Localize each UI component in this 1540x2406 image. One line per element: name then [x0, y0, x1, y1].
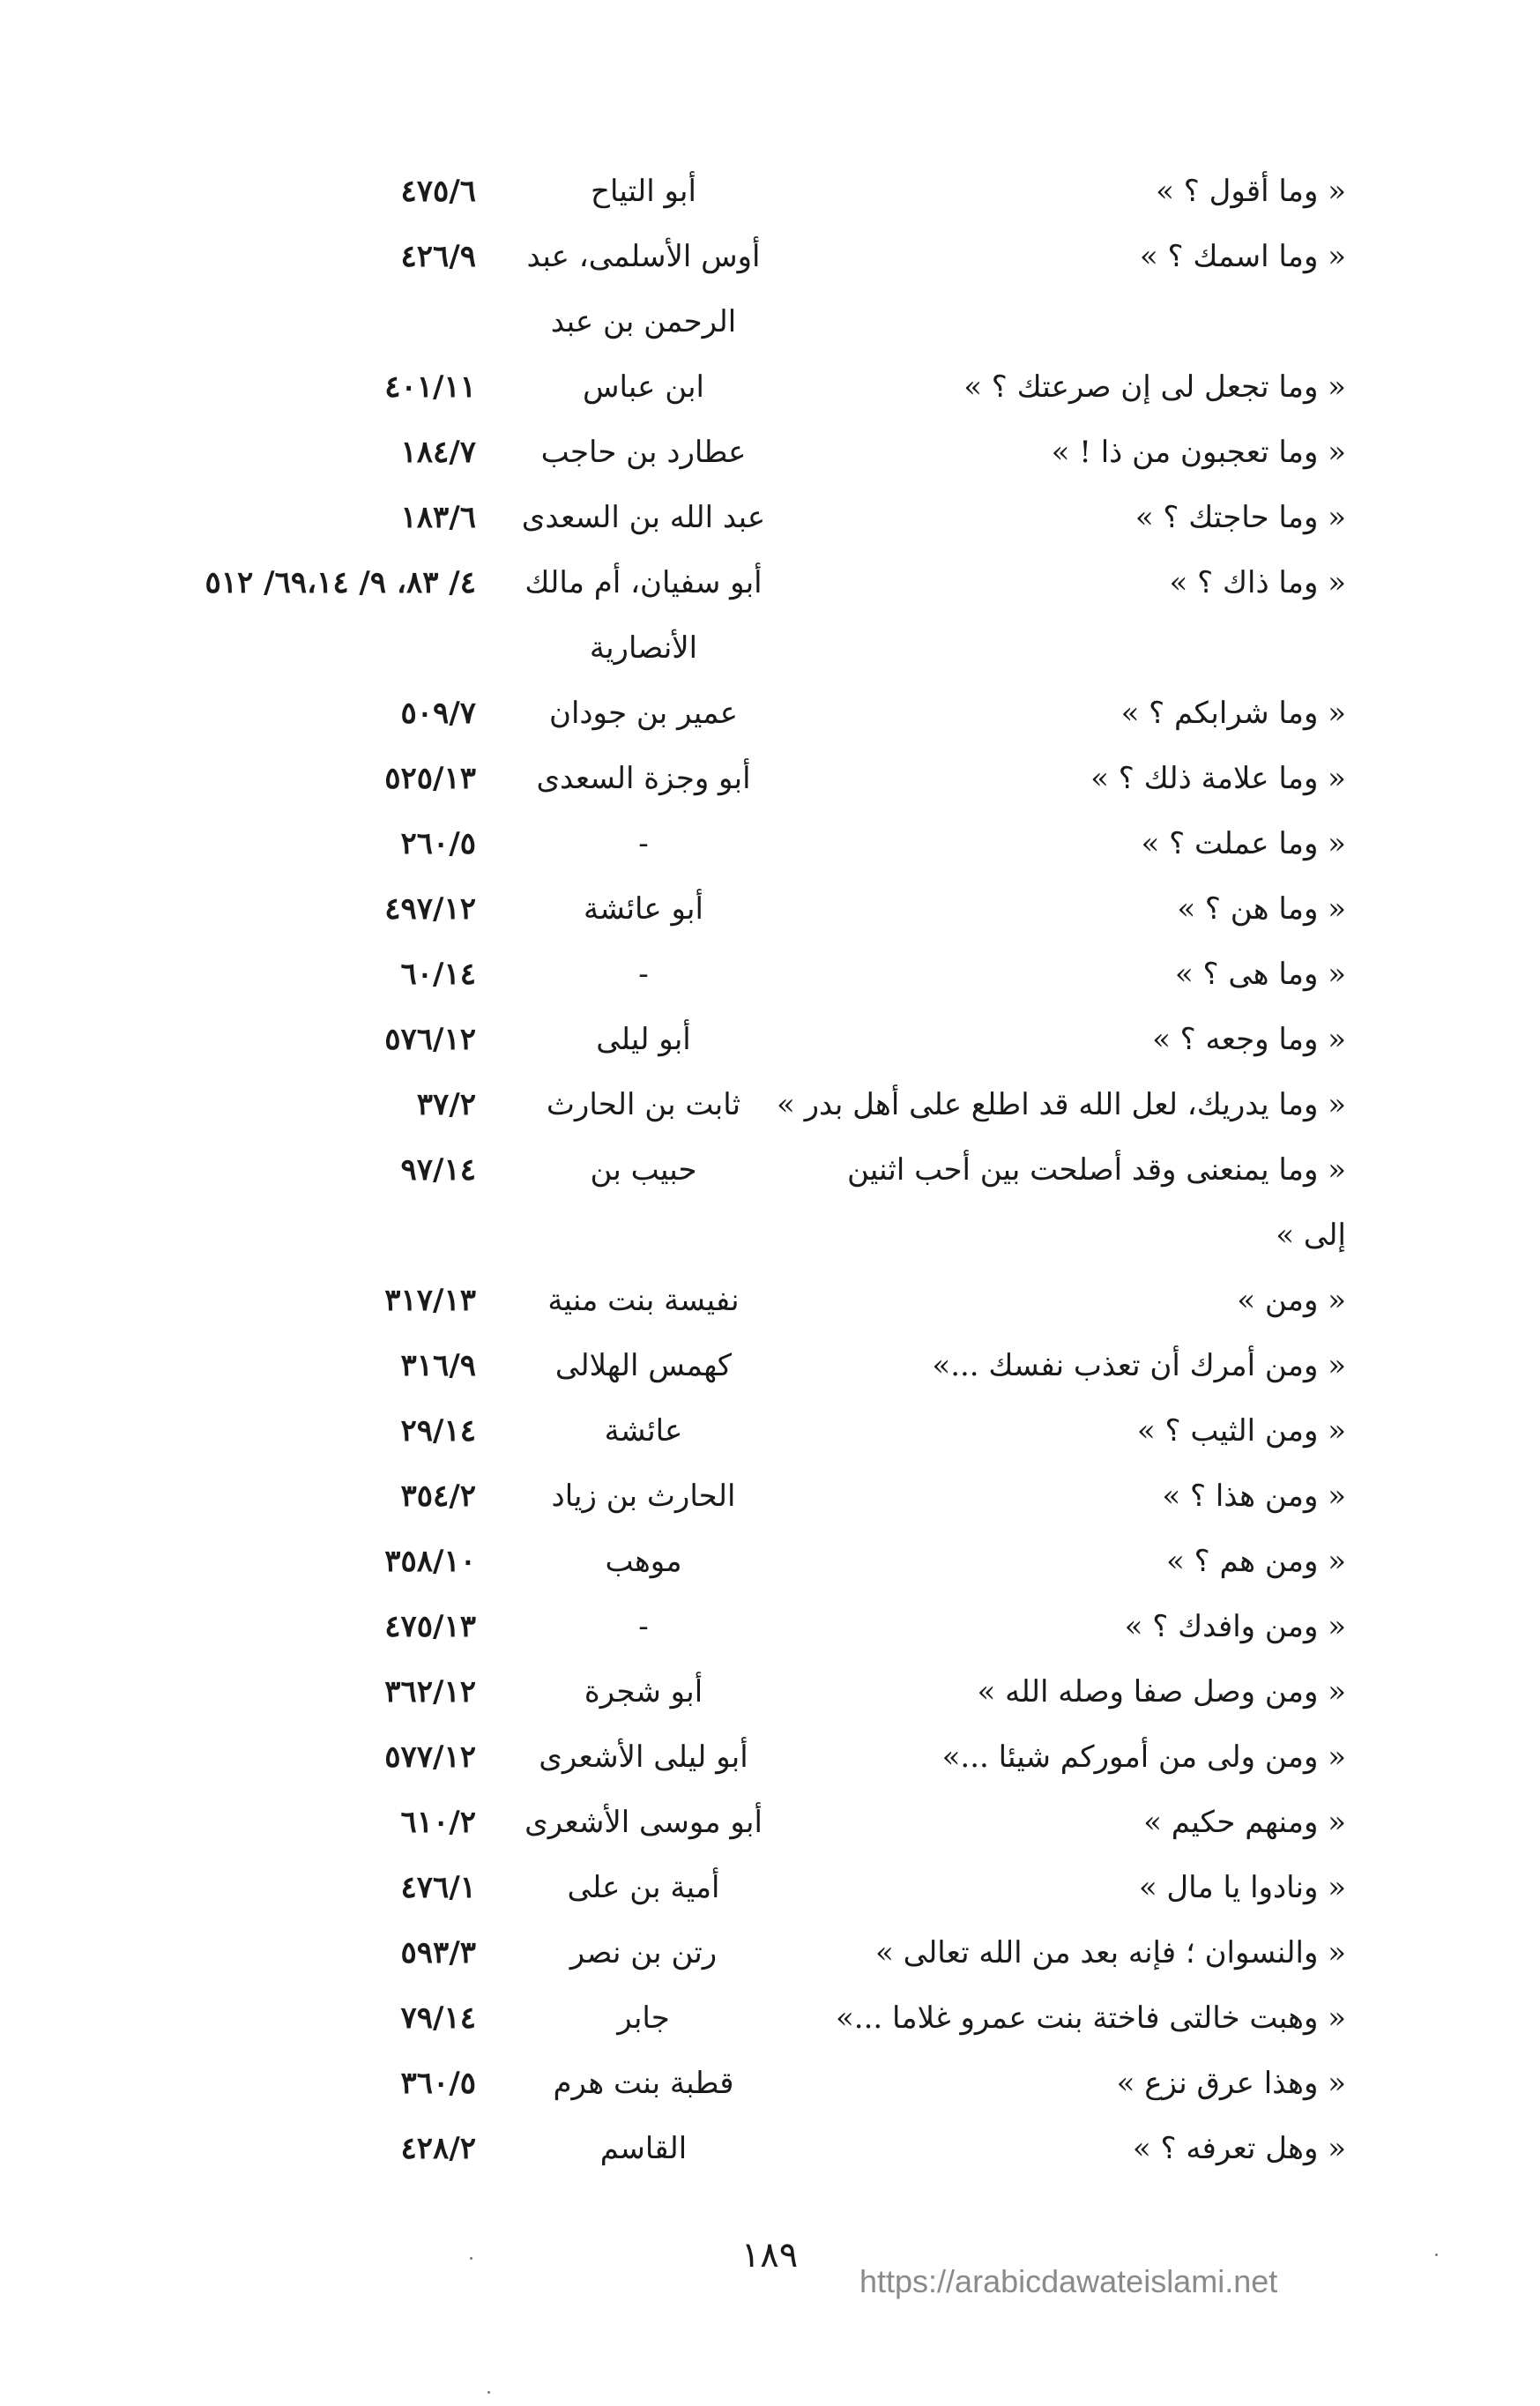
narrator-name: أمية بن على	[567, 1870, 720, 1905]
volume-page-reference: ١٨٤/٧	[400, 435, 476, 470]
narrator-name: -	[638, 1609, 649, 1644]
index-row	[0, 1268, 1540, 1333]
volume-page-reference: ٣٦٠/٥	[400, 2066, 476, 2101]
quote-text: « ومن هذا ؟ »	[1162, 1479, 1346, 1514]
quote-text: « ومن الثيب ؟ »	[1136, 1413, 1346, 1449]
index-row	[0, 1203, 1540, 1268]
quote-text: « وما يمنعنى وقد أصلحت بين أحب اثنين	[846, 1152, 1346, 1188]
narrator-name: أبو شجرة	[584, 1674, 703, 1710]
quote-text: « ومن ولى من أموركم شيئا ...»	[941, 1739, 1346, 1775]
volume-page-reference: ٤٧٥/١٣	[384, 1609, 476, 1644]
index-row	[0, 1464, 1540, 1529]
quote-text: « ومنهم حكيم »	[1143, 1805, 1346, 1840]
index-row	[0, 1333, 1540, 1398]
volume-page-reference: ٦٠/١٤	[400, 957, 476, 992]
narrator-name: حبيب بن	[590, 1152, 697, 1188]
volume-page-reference: ٣٦٢/١٢	[384, 1674, 476, 1710]
index-row	[0, 2051, 1540, 2116]
volume-page-reference: ٢٦٠/٥	[400, 826, 476, 861]
index-row	[0, 1920, 1540, 1985]
index-row	[0, 224, 1540, 289]
narrator-name: أبو سفيان، أم مالك	[524, 565, 763, 600]
volume-page-reference: ١٨٣/٦	[400, 500, 476, 535]
index-row	[0, 811, 1540, 876]
quote-text: « ومن هم ؟ »	[1166, 1544, 1346, 1579]
index-row	[0, 746, 1540, 811]
volume-page-reference: ٤٩٧/١٢	[384, 891, 476, 927]
narrator-name: أبو التياح	[591, 174, 696, 209]
quote-text: « وما هن ؟ »	[1177, 891, 1346, 927]
quote-text: « ومن وصل صفا وصله الله »	[977, 1674, 1346, 1710]
index-row	[0, 1007, 1540, 1072]
narrator-name: جابر	[617, 2000, 670, 2036]
volume-page-reference: ٥٢٥/١٣	[384, 761, 476, 796]
narrator-name: الرحمن بن عبد	[550, 304, 737, 339]
narrator-name: ابن عباس	[582, 369, 704, 405]
quote-text: « وما تجعل لى إن صرعتك ؟ »	[963, 369, 1346, 405]
narrator-name: موهب	[605, 1544, 682, 1579]
quote-text	[711, 289, 1346, 354]
index-row	[0, 1790, 1540, 1855]
volume-page-reference: ٥٧٧/١٢	[384, 1739, 476, 1775]
narrator-name: -	[638, 826, 649, 861]
narrator-name: رتن بن نصر	[569, 1935, 718, 1970]
quote-text: « وما تعجبون من ذا ! »	[1051, 435, 1346, 470]
narrator-name: أبو موسى الأشعرى	[524, 1805, 763, 1840]
narrator-name: ثابت بن الحارث	[546, 1087, 741, 1122]
volume-page-reference: ٤٠١/١١	[384, 369, 476, 405]
narrator-name: عمير بن جودان	[548, 696, 739, 731]
volume-page-reference: ٣٧/٢	[416, 1087, 476, 1122]
quote-text: « ومن أمرك أن تعذب نفسك ...»	[932, 1348, 1346, 1383]
quote-text: « وما حاجتك ؟ »	[1135, 500, 1346, 535]
volume-page-reference: ٣١٦/٩	[400, 1348, 476, 1383]
index-row	[0, 485, 1540, 550]
volume-page-reference: ٧٩/١٤	[400, 2000, 476, 2036]
volume-page-reference	[106, 1203, 476, 1268]
quote-text	[711, 615, 1346, 681]
page-number: ١٨٩	[740, 2235, 799, 2276]
index-row	[0, 1659, 1540, 1724]
narrator-name: أبو ليلى الأشعرى	[539, 1739, 748, 1775]
narrator-name: القاسم	[599, 2131, 688, 2166]
index-row	[0, 420, 1540, 485]
narrator-name	[520, 1203, 767, 1268]
quote-text: « وما هى ؟ »	[1174, 957, 1346, 992]
volume-page-reference: ٤٢٨/٢	[400, 2131, 476, 2166]
volume-page-reference: ٩٧/١٤	[400, 1152, 476, 1188]
volume-page-reference: ٤٧٦/١	[400, 1870, 476, 1905]
index-row	[0, 876, 1540, 942]
narrator-name: الحارث بن زياد	[551, 1479, 736, 1514]
volume-page-reference: ٤/ ٨٣، ٩/ ٦٩،١٤/ ٥١٢	[205, 565, 476, 600]
quote-text: « وما اسمك ؟ »	[1139, 239, 1346, 274]
index-row	[0, 1724, 1540, 1790]
narrator-name: أبو وجزة السعدى	[536, 761, 751, 796]
narrator-name: كهمس الهلالى	[554, 1348, 733, 1383]
quote-text: « والنسوان ؛ فإنه بعد من الله تعالى »	[875, 1935, 1346, 1970]
narrator-name: أبو ليلى	[596, 1022, 691, 1057]
scan-speck	[487, 2391, 490, 2394]
index-row	[0, 1398, 1540, 1464]
narrator-name: عطارد بن حاجب	[540, 435, 747, 470]
index-row	[0, 615, 1540, 681]
quote-text: « وهذا عرق نزع »	[1116, 2066, 1346, 2101]
volume-page-reference: ٥٩٣/٣	[400, 1935, 476, 1970]
volume-page-reference: ٤٢٦/٩	[400, 239, 476, 274]
index-entries	[0, 159, 1540, 2181]
index-row	[0, 2116, 1540, 2181]
scan-speck	[1435, 2253, 1438, 2256]
index-row	[0, 159, 1540, 224]
volume-page-reference: ٥٠٩/٧	[400, 696, 476, 731]
quote-text: « ومن »	[1237, 1283, 1346, 1318]
quote-text: « وما شرابكم ؟ »	[1120, 696, 1346, 731]
quote-text: « وما علامة ذلك ؟ »	[1090, 761, 1346, 796]
volume-page-reference: ٥٧٦/١٢	[384, 1022, 476, 1057]
volume-page-reference	[106, 289, 476, 354]
narrator-name: قطبة بنت هرم	[553, 2066, 734, 2101]
index-row	[0, 550, 1540, 615]
index-row	[0, 1529, 1540, 1594]
index-row	[0, 1594, 1540, 1659]
quote-text: « وما وجعه ؟ »	[1152, 1022, 1346, 1057]
quote-text: « وهل تعرفه ؟ »	[1132, 2131, 1346, 2166]
watermark-url: https://arabicdawateislami.net	[859, 2263, 1278, 2299]
quote-text: « وما عملت ؟ »	[1141, 826, 1346, 861]
scan-speck	[470, 2257, 472, 2260]
quote-text: إلى »	[1276, 1218, 1346, 1253]
quote-text: « وما أقول ؟ »	[1156, 174, 1346, 209]
quote-text: « ونادوا يا مال »	[1138, 1870, 1346, 1905]
volume-page-reference: ٣١٧/١٣	[384, 1283, 476, 1318]
index-row	[0, 942, 1540, 1007]
volume-page-reference: ٣٥٤/٢	[400, 1479, 476, 1514]
index-row	[0, 1855, 1540, 1920]
volume-page-reference: ٦١٠/٢	[400, 1805, 476, 1840]
narrator-name: نفيسة بنت منية	[547, 1283, 740, 1318]
index-row	[0, 354, 1540, 420]
quote-text: « وهبت خالتى فاختة بنت عمرو غلاما ...»	[836, 2000, 1346, 2036]
volume-page-reference	[106, 615, 476, 681]
index-row	[0, 1137, 1540, 1203]
index-row	[0, 1985, 1540, 2051]
volume-page-reference: ٣٥٨/١٠	[384, 1544, 476, 1579]
quote-text: « وما يدريك، لعل الله قد اطلع على أهل بدر »	[777, 1087, 1346, 1122]
quote-text: « وما ذاك ؟ »	[1169, 565, 1346, 600]
index-row	[0, 1072, 1540, 1137]
narrator-name: أوس الأسلمى، عبد	[526, 239, 761, 274]
narrator-name: -	[638, 957, 649, 992]
quote-text: « ومن وافدك ؟ »	[1124, 1609, 1346, 1644]
index-row	[0, 681, 1540, 746]
narrator-name: عبد الله بن السعدى	[521, 500, 766, 535]
narrator-name: الأنصارية	[589, 630, 698, 666]
index-row	[0, 289, 1540, 354]
volume-page-reference: ٢٩/١٤	[400, 1413, 476, 1449]
narrator-name: أبو عائشة	[584, 891, 703, 927]
narrator-name: عائشة	[604, 1413, 683, 1449]
volume-page-reference: ٤٧٥/٦	[400, 174, 476, 209]
